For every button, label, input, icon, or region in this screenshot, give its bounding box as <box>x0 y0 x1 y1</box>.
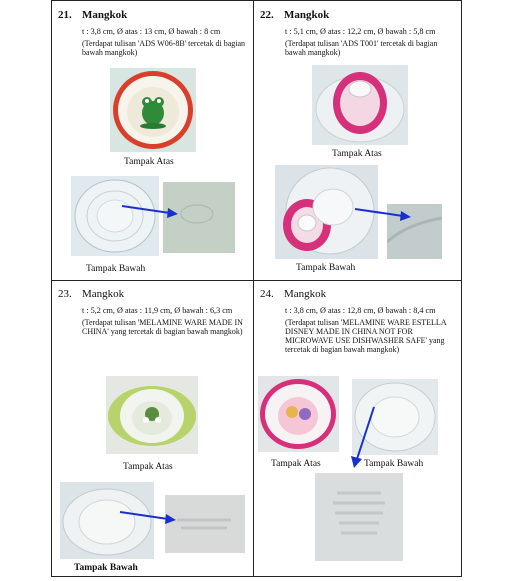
item-22-name: Mangkok <box>284 9 330 21</box>
item-23-caption-bottom: Tampak Bawah <box>74 563 138 573</box>
item-24-caption-top: Tampak Atas <box>271 459 321 469</box>
item-21-caption-top: Tampak Atas <box>124 157 174 167</box>
item-23-top-view-photo <box>106 376 198 454</box>
item-21-note: (Terdapat tulisan 'ADS W06-8B' tercetak di bagian bawah mangkok) <box>82 39 246 57</box>
item-22-title <box>260 9 329 21</box>
arrow-icon <box>353 203 413 223</box>
item-24-note: (Terdapat tulisan 'MELAMINE WARE ESTELLA DISNEY MADE IN CHINA NOT FOR MICROWAVE USE DISHWASHER SAFE' yang tercetak di bagian bawah mangkok) <box>285 318 447 354</box>
item-21-top-view-photo <box>110 68 196 152</box>
item-24-name: Mangkok <box>284 288 327 300</box>
item-23-measurements: t : 5,2 cm, Ø atas : 11,9 cm, Ø bawah : 6,3 cm <box>82 306 233 315</box>
item-23-number: 23. <box>58 288 72 300</box>
item-24-bottom-text-closeup <box>315 473 403 561</box>
item-24-number: 24. <box>260 288 274 300</box>
item-22-measurements: t : 5,1 cm, Ø atas : 12,2 cm, Ø bawah : 5,8 cm <box>285 27 436 36</box>
item-22-top-view-photo <box>312 65 408 145</box>
item-21-number: 21. <box>58 9 72 21</box>
item-24-top-view-photo <box>258 376 339 452</box>
item-23-name: Mangkok <box>82 288 125 300</box>
item-23-title <box>58 288 124 300</box>
item-22-note: (Terdapat tulisan 'ADS T001' tercetak di bagian bawah mangkok) <box>285 39 438 57</box>
table-row-divider <box>51 280 462 281</box>
item-23-caption-top: Tampak Atas <box>123 462 173 472</box>
item-21-measurements: t : 3,8 cm, Ø atas : 13 cm, Ø bawah : 8 cm <box>82 27 221 36</box>
item-21-name: Mangkok <box>82 9 128 21</box>
item-22-caption-top: Tampak Atas <box>332 149 382 159</box>
item-21-title <box>58 9 127 21</box>
arrow-icon <box>118 506 178 526</box>
item-24-caption-bottom: Tampak Bawah <box>364 459 424 469</box>
item-22-caption-bottom: Tampak Bawah <box>296 263 356 273</box>
item-21-caption-bottom: Tampak Bawah <box>86 264 146 274</box>
arrow-icon <box>120 200 180 220</box>
arrow-icon <box>348 405 378 471</box>
item-23-note: (Terdapat tulisan 'MELAMINE WARE MADE IN CHINA' yang tercetak di bagian bawah mangkok) <box>82 318 243 336</box>
item-24-title <box>260 288 326 300</box>
item-22-number: 22. <box>260 9 274 21</box>
table-column-divider <box>253 0 254 577</box>
item-24-measurements: t : 3,8 cm, Ø atas : 12,8 cm, Ø bawah : 8,4 cm <box>285 306 436 315</box>
